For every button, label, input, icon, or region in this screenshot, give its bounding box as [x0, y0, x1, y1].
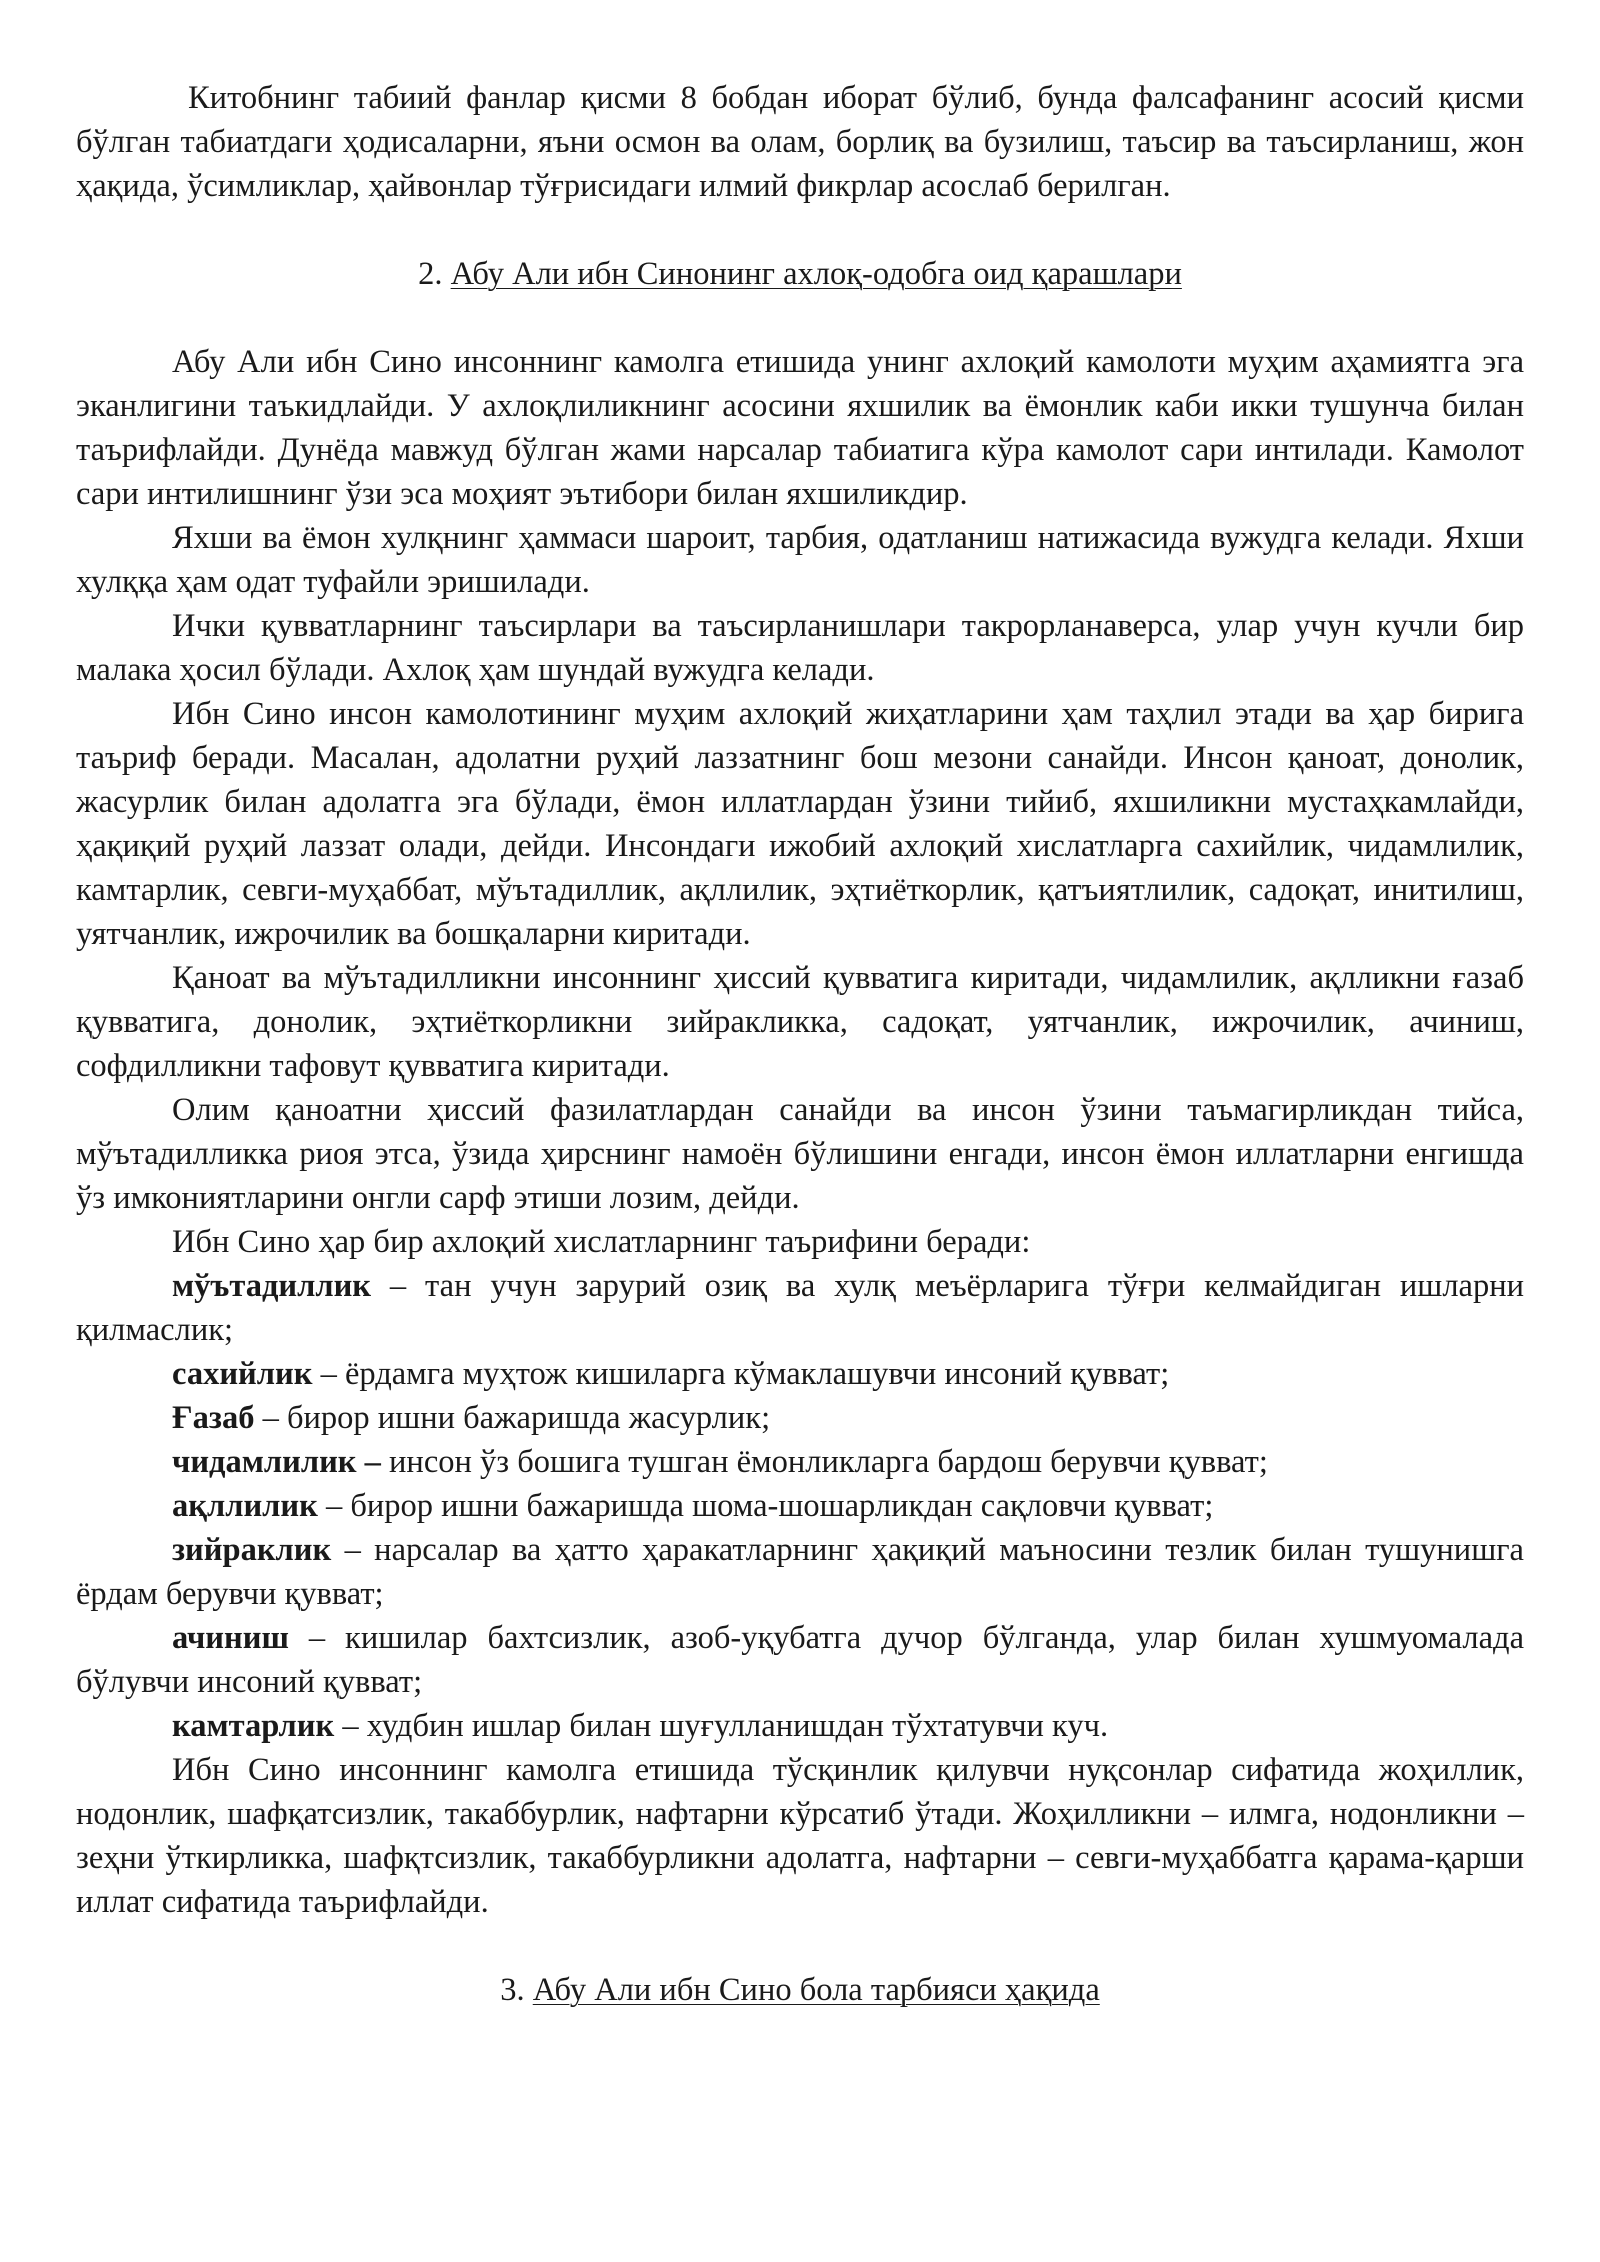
section-3-heading [76, 1968, 1524, 2012]
definition-text: инсон ўз бошига тушган ёмонликларга бардош берувчи қувват; [380, 1444, 1268, 1480]
definition-text: – нарсалар ва ҳатто ҳаракатларнинг ҳақиқий маъносини тезлик билан тушунишга ёрдам берувчи қувват; [76, 1532, 1524, 1612]
definition-term: чидамлилик – [172, 1444, 381, 1480]
definition-term: ачиниш [172, 1620, 289, 1656]
definition-term: ақллилик [172, 1488, 318, 1524]
definition-term: мўътадиллик [172, 1268, 372, 1304]
definition-item [76, 1396, 1524, 1440]
definition-item [76, 1484, 1524, 1528]
section-3-title: Абу Али ибн Сино бола тарбияси ҳақида [532, 1972, 1100, 2008]
definition-text: – ёрдамга муҳтож кишиларга кўмаклашувчи инсоний қувват; [312, 1356, 1170, 1392]
intro-paragraph: Китобнинг табиий фанлар қисми 8 бобдан иборат бўлиб, бунда фалсафанинг асосий қисми бўлган табиатдаги ҳодисаларни, яъни осмон ва олам, борлиқ ва бузилиш, таъсир ва таъсирланиш, жон ҳақида, ўсимликлар, ҳайвонлар тўғрисидаги илмий фикрлар асослаб берилган. [76, 80, 1524, 204]
closing-paragraph: Ибн Сино инсоннинг камолга етишида тўсқинлик қилувчи нуқсонлар сифатида жоҳиллик, нодонлик, шафқатсизлик, такаббурлик, нафтарни кўрсатиб ўтади. Жоҳилликни – илмга, нодонликни – зеҳни ўткирликка, шафқтсизлик, такаббурликни адолатга, нафтарни – севги-муҳаббатга қарама-қарши иллат сифатида таърифлайди. [76, 1752, 1524, 1920]
paragraph: Ибн Сино инсон камолотининг муҳим ахлоқий жиҳатларини ҳам таҳлил этади ва ҳар бирига таъриф беради. Масалан, адолатни руҳий лаззатнинг бош мезони санайди. Инсон қаноат, донолик, жасурлик билан адолатга эга бўлади, ёмон иллатлардан ўзини тийиб, яхшиликни мустаҳкамлайди, ҳақиқий руҳий лаззат олади, дейди. Инсондаги ижобий ахлоқий хислатларга сахийлик, чидамлилик, камтарлик, севги-муҳаббат, мўътадиллик, ақллилик, эҳтиёткорлик, қатъиятлилик, садоқат, инитилиш, уятчанлик, ижрочилик ва бошқаларни киритади. [76, 696, 1524, 952]
paragraph: Ички қувватларнинг таъсирлари ва таъсирланишлари такрорланаверса, улар учун кучли бир малака ҳосил бўлади. Ахлоқ ҳам шундай вужудга келади. [76, 608, 1524, 688]
definition-text: – тан учун зарурий озиқ ва хулқ меъёрларига тўғри келмайдиган ишларни қилмаслик; [76, 1268, 1524, 1348]
definition-item [76, 1528, 1524, 1616]
definition-term: сахийлик [172, 1356, 313, 1392]
definition-text: – бирор ишни бажаришда шома-шошарликдан сақловчи қувват; [317, 1488, 1214, 1524]
definition-item [76, 1616, 1524, 1704]
definition-item [76, 1704, 1524, 1748]
section-2-heading [76, 252, 1524, 296]
paragraph: Қаноат ва мўътадилликни инсоннинг ҳиссий қувватига киритади, чидамлилик, ақлликни ғазаб қувватига, донолик, эҳтиёткорликни зийракликка, садоқат, уятчанлик, ижрочилик, ачиниш, софдилликни тафовут қувватига киритади. [76, 960, 1524, 1084]
definition-text: – бирор ишни бажаришда жасурлик; [254, 1400, 771, 1436]
definition-item [76, 1352, 1524, 1396]
paragraph: Яхши ва ёмон хулқнинг ҳаммаси шароит, тарбия, одатланиш натижасида вужудга келади. Яхши хулққа ҳам одат туфайли эришилади. [76, 520, 1524, 600]
section-2-title: Абу Али ибн Синонинг ахлоқ-одобга оид қарашлари [450, 256, 1182, 292]
definition-text: – худбин ишлар билан шуғулланишдан тўхтатувчи куч. [334, 1708, 1109, 1744]
paragraph: Олим қаноатни ҳиссий фазилатлардан санайди ва инсон ўзини таъмагирликдан тийса, мўътадилликка риоя этса, ўзида ҳирснинг намоён бўлишини енгади, инсон ёмон иллатларни енгишда ўз имкониятларини онгли сарф этиши лозим, дейди. [76, 1092, 1524, 1216]
definition-text: – кишилар бахтсизлик, азоб-уқубатга дучор бўлганда, улар билан хушмуомалада бўлувчи инсоний қувват; [76, 1620, 1524, 1700]
definition-item [76, 1440, 1524, 1484]
definition-term: Ғазаб [172, 1400, 255, 1436]
paragraph: Ибн Сино ҳар бир ахлоқий хислатларнинг таърифини беради: [172, 1224, 1031, 1260]
section-2-number: 2. [418, 256, 443, 292]
definition-item [76, 1264, 1524, 1352]
definition-term: камтарлик [172, 1708, 335, 1744]
paragraph: Абу Али ибн Сино инсоннинг камолга етишида унинг ахлоқий камолоти муҳим аҳамиятга эга эканлигини таъкидлайди. У ахлоқлиликнинг асосини яхшилик ва ёмонлик каби икки тушунча билан таърифлайди. Дунёда мавжуд бўлган жами нарсалар табиатига кўра камолот сари интилади. Камолот сари интилишнинг ўзи эса моҳият эътибори билан яхшиликдир. [76, 344, 1524, 512]
section-3-number: 3. [500, 1972, 525, 2008]
definition-term: зийраклик [172, 1532, 332, 1568]
